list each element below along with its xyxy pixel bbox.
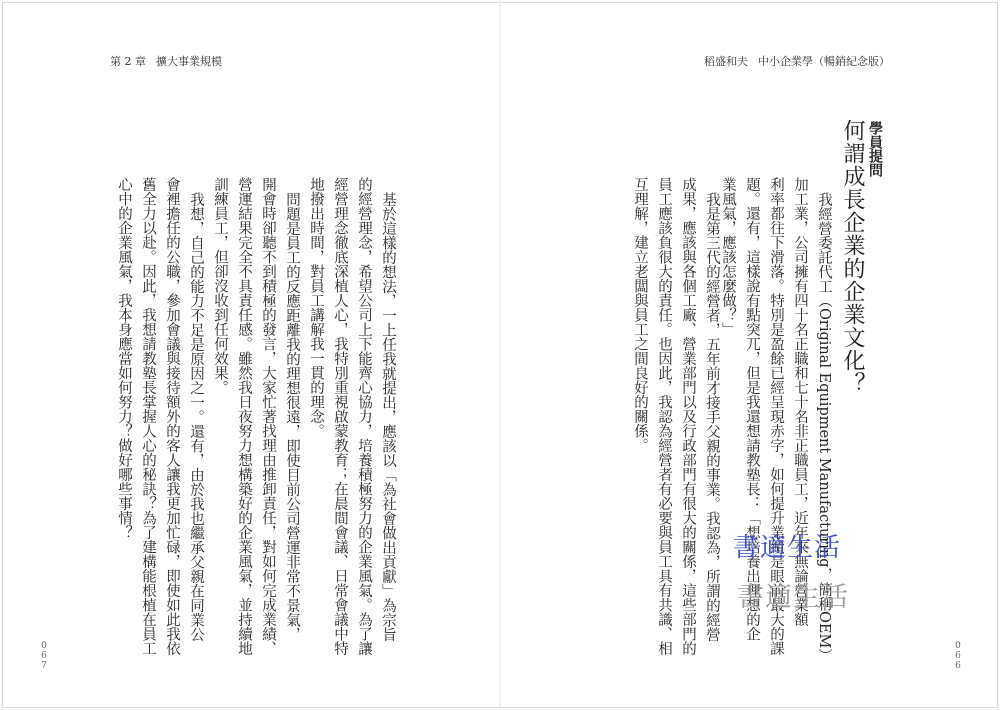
text-line: 加工業，公司擁有四十名正職和七十名非正職員工，近年來無論營業額 (792, 177, 808, 627)
text-line: 基於這樣的想法，一上任我就提出，應該以「為社會做出貢獻」為宗旨 (380, 192, 396, 642)
text-line: 地撥出時間，對員工講解我一貫的理念。 (308, 177, 324, 438)
book-title: 中小企業學（暢銷紀念版） (758, 55, 890, 68)
text-line: 我是第三代的經營者，五年前才接手父親的事業。我認為，所謂的經營 (704, 192, 720, 642)
text-line: 訓練員工，但卻沒收到任何效果。 (212, 177, 228, 395)
body-paragraph-4 (112, 177, 208, 656)
right-page-number: 0 6 6 (955, 641, 961, 671)
book-gutter (499, 0, 501, 710)
author-name: 稻盛和夫 (704, 55, 748, 68)
text-line: 的經營理念，希望公司上下能齊心協力，培養積極努力的企業風氣。為了讓 (356, 177, 372, 656)
watermark-text-gray: 書適生活 (737, 582, 849, 613)
text-line: 開會時卻聽不到積極的發言，大家忙著找理由推卸責任，對如何完成業績、 (260, 177, 276, 656)
body-paragraph-3 (208, 177, 400, 656)
text-line: 經營理念徹底深植人心，我特別重視啟蒙教育；在晨間會議、日常會議中特 (332, 177, 348, 656)
question-paragraph-2 (628, 177, 724, 656)
watermark-text-blue: 書適生活 (733, 533, 842, 563)
text-line: 成果，應該與各個工廠、營業部門以及行政部門有很大的關係，這些部門的 (680, 177, 696, 656)
text-line: 營運結果完全不具責任感。雖然我日夜努力想構築好的企業風氣，並持續地 (236, 177, 252, 656)
chapter-number: 第 2 章 (110, 55, 146, 68)
text-line: 舊全力以赴。因此，我想請教塾長掌握人心的秘訣？為了建構能根植在員工 (140, 177, 156, 656)
chapter-title: 擴大事業規模 (156, 55, 222, 68)
text-line: 問題是員工的反應距離我的理想很遠，即使目前公司營運非常不景氣， (284, 192, 300, 642)
right-running-head (704, 53, 890, 69)
question-title: 何謂成長企業的企業文化？ (840, 119, 865, 395)
text-line: 題。還有，這樣說有點突兀，但是我還想請教塾長：「想培養出理想的企 (744, 177, 760, 641)
text-line: 互理解，建立老闆與員工之間良好的關係。 (632, 177, 648, 453)
text-line: 員工應該負很大的責任。也因此，我認為經營者有必要與員工具有共識、相 (656, 177, 672, 656)
text-line: 業風氣，應該怎麼做？」 (720, 177, 736, 337)
text-line: 會裡擔任的公職，參加會議與接待額外的客人讓我更加忙碌，即使如此我依 (164, 177, 180, 656)
question-label: 學員提問 (867, 121, 883, 177)
text-line: 心中的企業風氣，我本身應當如何努力？做好哪些事情？ (116, 177, 132, 540)
text-line: 我想，自己的能力不足是原因之一。還有，由於我也繼承父親在同業公 (188, 192, 204, 642)
left-running-head (110, 53, 222, 69)
watermark (733, 527, 863, 617)
left-page-number: 0 6 7 (41, 641, 47, 671)
text-line: 我經營委託代工（Original Equipment Manufacturing，簡稱OEM） (816, 192, 832, 663)
text-line: 利率都往下滑落。特別是盈餘已經呈現赤字，如何提升業績是眼前最大的課 (768, 177, 784, 656)
